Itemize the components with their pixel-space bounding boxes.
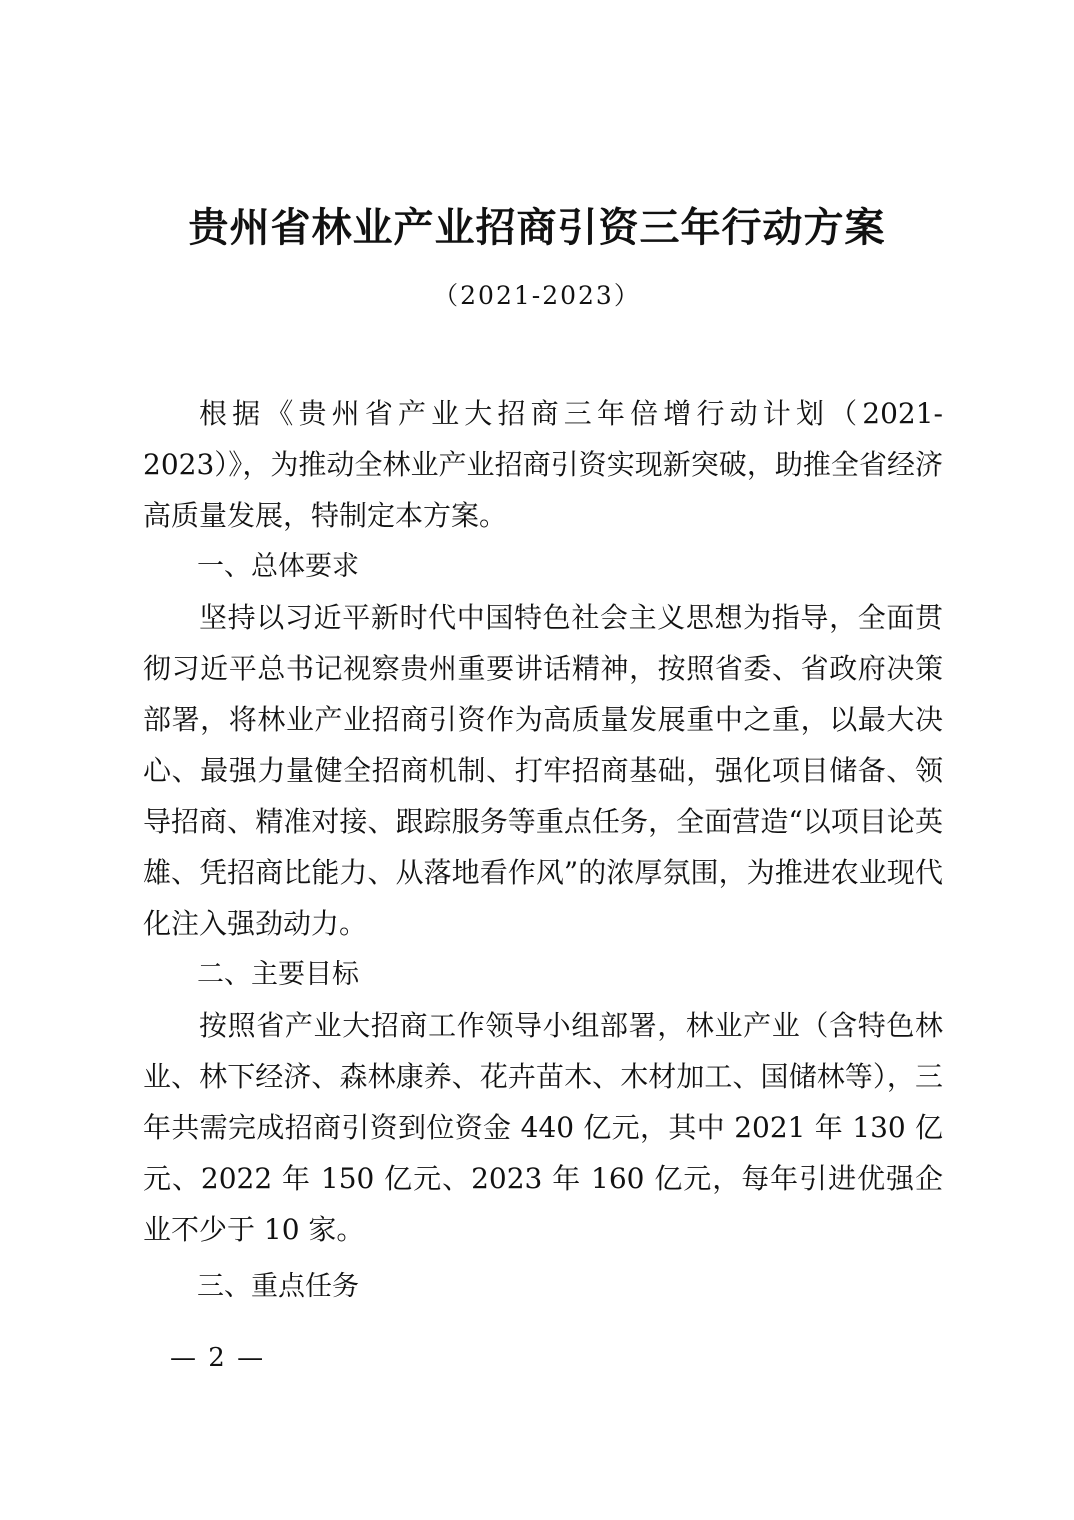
document-subtitle: （2021-2023） [433, 281, 641, 310]
document-body [143, 388, 943, 1312]
general-requirements-paragraph: 坚持以习近平新时代中国特色社会主义思想为指导，全面贯彻习近平总书记视察贵州重要讲话精神，按照省委、省政府决策部署，将林业产业招商引资作为高质量发展重中之重，以最大决心、最强力量健全招商机制、打牢招商基础，强化项目储备、领导招商、精准对接、跟踪服务等重点任务，全面营造“以项目论英雄、凭招商比能力、从落地看作风”的浓厚氛围，为推进农业现代化注入强劲动力。 [143, 601, 943, 940]
main-goals-paragraph: 按照省产业大招商工作领导小组部署，林业产业（含特色林业、林下经济、森林康养、花卉苗木、木材加工、国储林等），三年共需完成招商引资到位资金 440 亿元，其中 2021 年 130 亿元、2022 年 150 亿元、2023 年 160 亿元，每年引进优强企业不少于 10 家。 [143, 1009, 943, 1246]
section-heading-key-tasks: 三、重点任务 [197, 1271, 359, 1302]
document-title: 贵州省林业产业招商引资三年行动方案 [188, 205, 886, 251]
section-heading-general-requirements: 一、总体要求 [197, 551, 359, 582]
section-heading-main-goals: 二、主要目标 [197, 959, 359, 990]
page-number: — 2 — [170, 1343, 266, 1373]
intro-paragraph: 根据《贵州省产业大招商三年倍增行动计划（2021-2023）》，为推动全林业产业招商引资实现新突破，助推全省经济高质量发展，特制定本方案。 [143, 397, 943, 532]
